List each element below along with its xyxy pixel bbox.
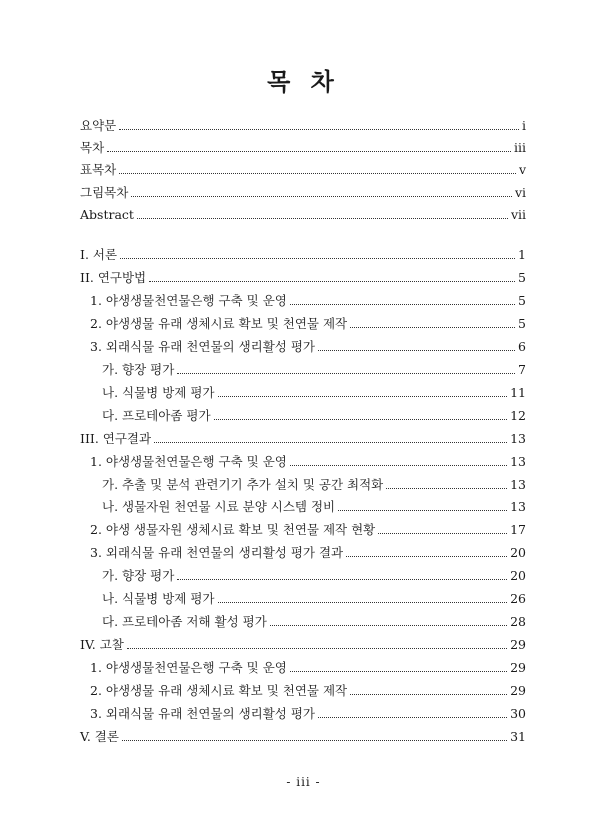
toc-entry-page: 5 xyxy=(518,315,526,331)
toc-entry[interactable] xyxy=(90,682,526,700)
toc-entry[interactable] xyxy=(80,728,526,746)
toc-entry[interactable] xyxy=(90,315,526,333)
toc-entry-page: 29 xyxy=(510,683,526,699)
dot-leader xyxy=(218,602,508,603)
toc-entry-page: vii xyxy=(510,206,526,222)
front-matter-entry[interactable] xyxy=(80,161,526,179)
toc-entry-page: 12 xyxy=(510,407,526,423)
toc-entry-label: 요약문 xyxy=(80,118,117,133)
dot-leader xyxy=(131,196,512,197)
toc-entry-label: 나. 식물병 방제 평가 xyxy=(102,591,215,607)
toc-entry-page: 13 xyxy=(510,476,526,492)
toc-entry-label: 가. 향장 평가 xyxy=(102,568,175,584)
toc-entry-label: 2. 야생생물 유래 생체시료 확보 및 천연물 제작 xyxy=(90,683,348,699)
toc-entry-label: IV. 고찰 xyxy=(80,637,124,653)
toc-entry-page: 20 xyxy=(510,545,526,561)
dot-leader xyxy=(338,510,507,511)
toc-entry-label: 그림목차 xyxy=(80,184,129,200)
toc-entry-page: i xyxy=(522,118,526,133)
toc-entry[interactable] xyxy=(80,430,526,448)
dot-leader xyxy=(119,129,519,130)
toc-entry-label: 2. 야생생물 유래 생체시료 확보 및 천연물 제작 xyxy=(90,315,348,331)
dot-leader xyxy=(378,533,507,534)
toc-entry[interactable] xyxy=(102,613,526,631)
dot-leader xyxy=(350,694,507,695)
toc-entry[interactable] xyxy=(102,384,526,402)
dot-leader xyxy=(122,740,507,741)
dot-leader xyxy=(137,218,508,219)
toc-entry-label: 1. 야생생물천연물은행 구축 및 운영 xyxy=(90,292,287,308)
toc-entry-label: 1. 야생생물천연물은행 구축 및 운영 xyxy=(90,660,287,676)
toc-entry-page: v xyxy=(518,162,526,178)
toc-entry-label: III. 연구결과 xyxy=(80,430,152,446)
dot-leader xyxy=(177,579,507,580)
toc-entry-label: 3. 외래식물 유래 천연물의 생리활성 평가 xyxy=(90,338,315,354)
toc-entry-page: vi xyxy=(514,184,526,200)
dot-leader xyxy=(318,717,507,718)
toc-entry-label: 나. 생물자원 천연물 시료 분양 시스템 정비 xyxy=(102,499,336,515)
dot-leader xyxy=(149,281,515,282)
toc-entry-page: 5 xyxy=(518,292,526,308)
toc-entry-page: 1 xyxy=(518,247,526,262)
front-matter-entry[interactable] xyxy=(80,117,526,135)
toc-entry-label: Abstract xyxy=(80,206,134,222)
toc-entry-page: 11 xyxy=(510,384,526,400)
dot-leader xyxy=(214,419,508,420)
toc-entry[interactable] xyxy=(102,407,526,425)
toc-entry-label: 가. 향장 평가 xyxy=(102,361,175,377)
toc-entry-label: 1. 야생생물천연물은행 구축 및 운영 xyxy=(90,453,287,469)
front-matter-entry[interactable] xyxy=(80,139,526,157)
dot-leader xyxy=(270,625,507,626)
dot-leader xyxy=(350,327,515,328)
dot-leader xyxy=(218,396,508,397)
toc-entry[interactable] xyxy=(90,453,526,471)
dot-leader xyxy=(346,556,507,557)
toc-entry-page: 29 xyxy=(510,660,526,676)
toc-entry-page: 13 xyxy=(510,453,526,469)
dot-leader xyxy=(107,151,511,152)
toc-entry-page: 29 xyxy=(510,637,526,653)
dot-leader xyxy=(290,671,507,672)
toc-entry-label: 나. 식물병 방제 평가 xyxy=(102,384,215,400)
toc-entry-page: 17 xyxy=(510,522,526,538)
page-number-footer: - iii - xyxy=(286,775,321,789)
toc-entry-label: 3. 외래식물 유래 천연물의 생리활성 평가 xyxy=(90,706,315,721)
toc-entry[interactable] xyxy=(90,521,526,539)
dot-leader xyxy=(119,173,516,174)
toc-entry-page: 28 xyxy=(510,614,526,630)
toc-entry-label: 2. 야생 생물자원 생체시료 확보 및 천연물 제작 현황 xyxy=(90,522,376,538)
toc-entry[interactable] xyxy=(80,269,526,287)
toc-entry[interactable] xyxy=(102,590,526,608)
toc-entry-label: 목차 xyxy=(80,140,105,156)
dot-leader xyxy=(386,488,507,489)
toc-entry-page: 6 xyxy=(518,338,526,354)
toc-entry-label: I. 서론 xyxy=(80,247,118,262)
toc-entry-label: 다. 프로테아좀 평가 xyxy=(102,407,211,423)
dot-leader xyxy=(127,648,507,649)
dot-leader xyxy=(290,304,515,305)
toc-entry-label: 가. 추출 및 분석 관련기기 추가 설치 및 공간 최적화 xyxy=(102,476,384,492)
dot-leader xyxy=(154,442,507,443)
toc-entry-page: 20 xyxy=(510,568,526,584)
front-matter-entry[interactable] xyxy=(80,206,526,224)
toc-entry[interactable] xyxy=(90,705,526,723)
toc-entry-page: 26 xyxy=(510,591,526,607)
dot-leader xyxy=(120,258,515,259)
toc-entry-label: 표목차 xyxy=(80,162,117,178)
toc-entry[interactable] xyxy=(90,544,526,562)
toc-entry-page: 13 xyxy=(510,499,526,515)
toc-entry-label: 3. 외래식물 유래 천연물의 생리활성 평가 결과 xyxy=(90,545,344,561)
toc-entry[interactable] xyxy=(90,338,526,356)
toc-entry[interactable] xyxy=(90,292,526,310)
toc-entry-page: 31 xyxy=(510,728,526,744)
toc-entry-label: II. 연구방법 xyxy=(80,269,147,285)
toc-entry[interactable] xyxy=(90,659,526,677)
dot-leader xyxy=(290,465,507,466)
dot-leader xyxy=(318,350,515,351)
toc-entry-page: iii xyxy=(514,140,526,156)
toc-entry-label: 다. 프로테아좀 저해 활성 평가 xyxy=(102,614,267,630)
toc-entry-page: 13 xyxy=(510,430,526,446)
toc-entry[interactable] xyxy=(102,476,526,494)
toc-entry[interactable] xyxy=(102,361,526,379)
toc-entry-label: V. 결론 xyxy=(80,728,119,744)
toc-entry[interactable] xyxy=(102,567,526,585)
page-title: 목 차 xyxy=(267,67,340,96)
toc-entry[interactable] xyxy=(102,498,526,516)
dot-leader xyxy=(177,373,515,374)
toc-entry[interactable] xyxy=(80,246,526,264)
toc-entry[interactable] xyxy=(80,636,526,654)
front-matter-entry[interactable] xyxy=(80,184,526,202)
toc-entry-page: 5 xyxy=(518,269,526,285)
toc-entry-page: 7 xyxy=(518,361,526,377)
toc-entry-page: 30 xyxy=(510,706,526,721)
